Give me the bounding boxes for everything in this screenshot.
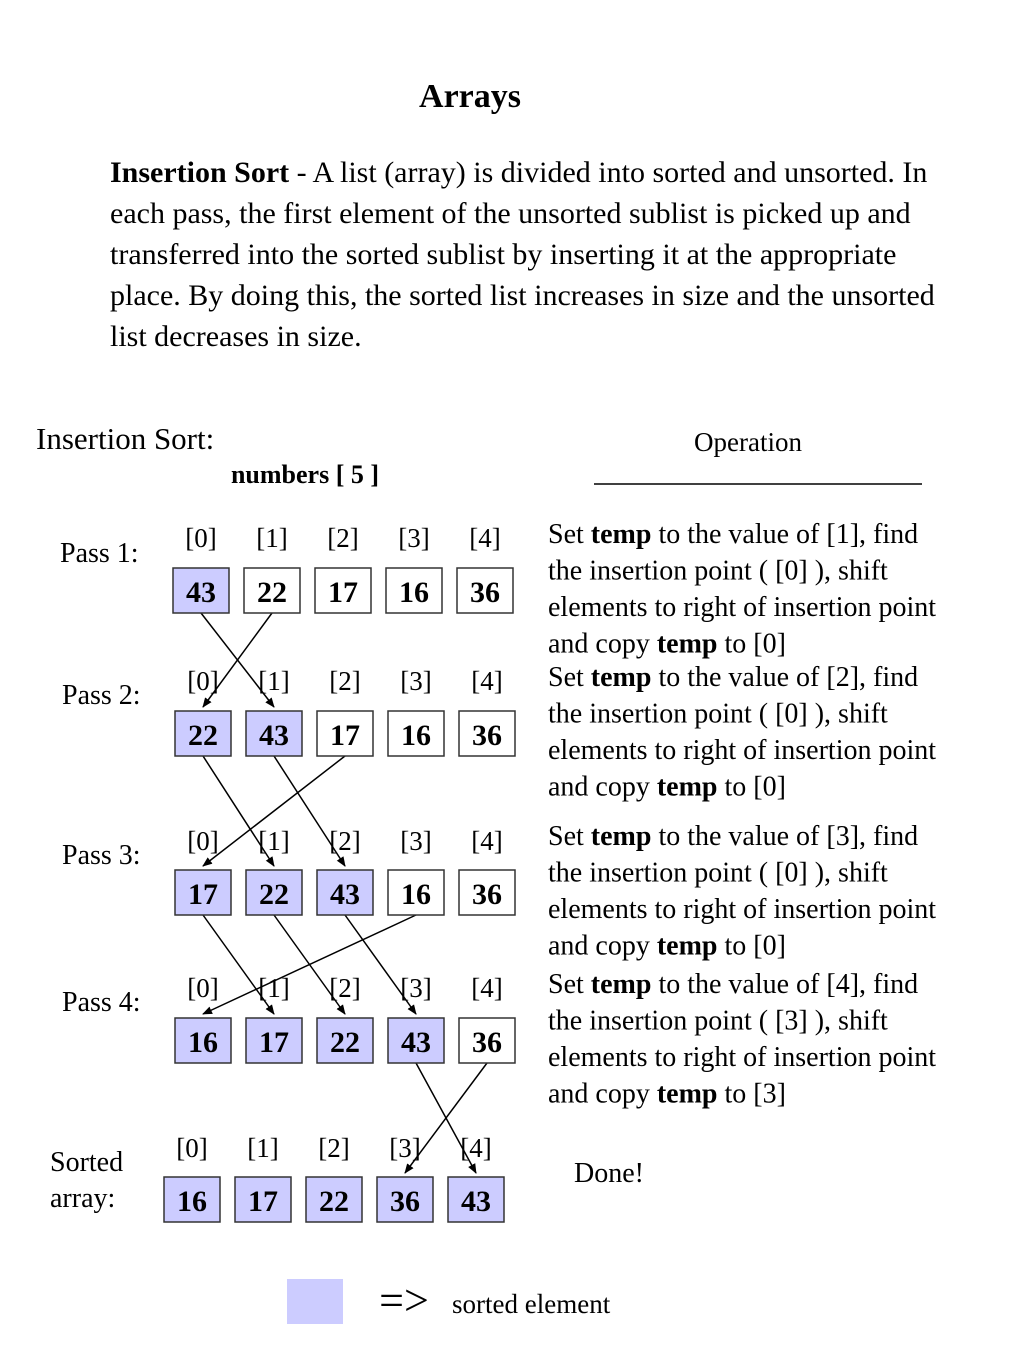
cell-value: 16 bbox=[399, 576, 429, 609]
row-label: Pass 3: bbox=[62, 840, 141, 871]
index-label: [0] bbox=[187, 973, 219, 1003]
operation-text-line bbox=[548, 894, 936, 925]
intro-text: - A list (array) is divided into sorted and unsorted. In each pass, the first element of the unsorted sublist is picked up and transferred into the sorted sublist by inserting it at the appropriate place. By doing this, the sorted list increases in size and the unsorted list decreases in size. bbox=[110, 156, 935, 353]
index-label: [2] bbox=[329, 666, 361, 696]
index-label: [3] bbox=[400, 666, 432, 696]
index-label: [4] bbox=[460, 1133, 492, 1163]
operation-text-line bbox=[548, 519, 918, 550]
operation-text: and copy bbox=[548, 771, 657, 803]
operation-text-line bbox=[548, 931, 786, 962]
page-title: Arrays bbox=[419, 78, 521, 115]
index-label: [0] bbox=[176, 1133, 208, 1163]
index-label: [1] bbox=[258, 666, 290, 696]
operation-text: the insertion point ( [0] ), shift bbox=[548, 555, 888, 587]
cell-value: 16 bbox=[188, 1026, 218, 1059]
cell-value: 43 bbox=[330, 878, 360, 911]
legend-arrow: => bbox=[379, 1276, 429, 1325]
cell-value: 17 bbox=[248, 1185, 278, 1218]
operation-text-line bbox=[548, 772, 786, 803]
operation-text: the insertion point ( [3] ), shift bbox=[548, 1005, 888, 1037]
index-label: [4] bbox=[471, 973, 503, 1003]
operation-text-line bbox=[548, 1006, 888, 1037]
operation-text: to the value of [3], find bbox=[651, 821, 919, 852]
index-label: [3] bbox=[400, 826, 432, 856]
cell-value: 16 bbox=[401, 878, 431, 911]
legend-label: sorted element bbox=[452, 1289, 611, 1319]
index-label: [0] bbox=[185, 523, 217, 553]
operation-text: elements to right of insertion point bbox=[548, 894, 937, 925]
operation-text-line bbox=[548, 556, 888, 587]
operation-keyword: temp bbox=[590, 519, 652, 550]
operation-text-line bbox=[574, 1158, 644, 1189]
operation-text: Done! bbox=[574, 1158, 644, 1189]
operation-text-line bbox=[548, 821, 918, 852]
operation-text: Set bbox=[548, 969, 591, 1000]
cell-value: 43 bbox=[186, 576, 216, 609]
cell-value: 43 bbox=[259, 719, 289, 752]
operation-header: Operation bbox=[694, 427, 802, 457]
cell-value: 36 bbox=[472, 1026, 502, 1059]
operation-text: to [0] bbox=[717, 930, 786, 962]
cell-value: 36 bbox=[472, 719, 502, 752]
operation-text: elements to right of insertion point bbox=[548, 592, 937, 623]
operation-keyword: temp bbox=[656, 628, 718, 660]
operation-text-line bbox=[548, 699, 888, 730]
operation-text-line bbox=[548, 1042, 936, 1073]
cell-value: 22 bbox=[319, 1185, 349, 1218]
move-arrow bbox=[203, 915, 416, 1014]
operation-keyword: temp bbox=[656, 771, 718, 803]
cell-value: 36 bbox=[472, 878, 502, 911]
index-label: [2] bbox=[329, 826, 361, 856]
operation-text-line bbox=[548, 969, 918, 1000]
operation-text-line bbox=[548, 629, 786, 660]
operation-keyword: temp bbox=[656, 930, 718, 962]
operation-text: to the value of [2], find bbox=[651, 662, 919, 693]
index-label: [1] bbox=[258, 973, 290, 1003]
row-label: Pass 4: bbox=[62, 987, 141, 1018]
operation-text: to [3] bbox=[717, 1078, 786, 1110]
index-label: [1] bbox=[258, 826, 290, 856]
index-label: [3] bbox=[400, 973, 432, 1003]
cell-value: 16 bbox=[177, 1185, 207, 1218]
cell-value: 17 bbox=[188, 878, 218, 911]
row-label: Pass 1: bbox=[60, 538, 139, 569]
cell-value: 36 bbox=[470, 576, 500, 609]
array-name: numbers [ 5 ] bbox=[230, 460, 380, 489]
operation-text: the insertion point ( [0] ), shift bbox=[548, 857, 888, 889]
operation-text-line bbox=[548, 735, 936, 766]
cell-value: 17 bbox=[328, 576, 358, 609]
section-label: Insertion Sort: bbox=[36, 421, 215, 456]
operation-keyword: temp bbox=[656, 1078, 718, 1110]
index-label: [2] bbox=[327, 523, 359, 553]
index-label: [0] bbox=[187, 826, 219, 856]
cell-value: 16 bbox=[401, 719, 431, 752]
index-label: [2] bbox=[329, 973, 361, 1003]
operation-text: to the value of [4], find bbox=[651, 969, 919, 1000]
operation-text: and copy bbox=[548, 628, 657, 660]
operation-text: elements to right of insertion point bbox=[548, 1042, 937, 1073]
operation-text-line bbox=[548, 662, 918, 693]
cell-value: 36 bbox=[390, 1185, 420, 1218]
cell-value: 17 bbox=[330, 719, 360, 752]
operation-text: Set bbox=[548, 662, 591, 693]
index-label: [1] bbox=[247, 1133, 279, 1163]
cell-value: 43 bbox=[461, 1185, 491, 1218]
index-label: [0] bbox=[187, 666, 219, 696]
index-label: [3] bbox=[389, 1133, 421, 1163]
legend-swatch bbox=[287, 1279, 343, 1324]
cell-value: 17 bbox=[259, 1026, 289, 1059]
index-label: [4] bbox=[471, 666, 503, 696]
operation-keyword: temp bbox=[590, 821, 652, 852]
row-label: array: bbox=[50, 1183, 116, 1214]
index-label: [4] bbox=[471, 826, 503, 856]
index-label: [3] bbox=[398, 523, 430, 553]
index-label: [4] bbox=[469, 523, 501, 553]
operation-text: to [0] bbox=[717, 628, 786, 660]
operation-text: to the value of [1], find bbox=[651, 519, 919, 550]
cell-value: 43 bbox=[401, 1026, 431, 1059]
cell-value: 22 bbox=[257, 576, 287, 609]
row-label: Pass 2: bbox=[62, 680, 141, 711]
operation-text-line bbox=[548, 592, 936, 623]
index-label: [2] bbox=[318, 1133, 350, 1163]
operation-text: and copy bbox=[548, 1078, 657, 1110]
cell-value: 22 bbox=[330, 1026, 360, 1059]
row-label: Sorted bbox=[50, 1147, 124, 1178]
operation-text: and copy bbox=[548, 930, 657, 962]
operation-text: Set bbox=[548, 821, 591, 852]
operation-keyword: temp bbox=[590, 662, 652, 693]
operation-text: the insertion point ( [0] ), shift bbox=[548, 698, 888, 730]
cell-value: 22 bbox=[259, 878, 289, 911]
operation-text: elements to right of insertion point bbox=[548, 735, 937, 766]
intro-term: Insertion Sort bbox=[110, 156, 290, 189]
operation-keyword: temp bbox=[590, 969, 652, 1000]
operation-text-line bbox=[548, 1079, 786, 1110]
operation-text-line bbox=[548, 858, 888, 889]
cell-value: 22 bbox=[188, 719, 218, 752]
operation-text: Set bbox=[548, 519, 591, 550]
operation-text: to [0] bbox=[717, 771, 786, 803]
index-label: [1] bbox=[256, 523, 288, 553]
